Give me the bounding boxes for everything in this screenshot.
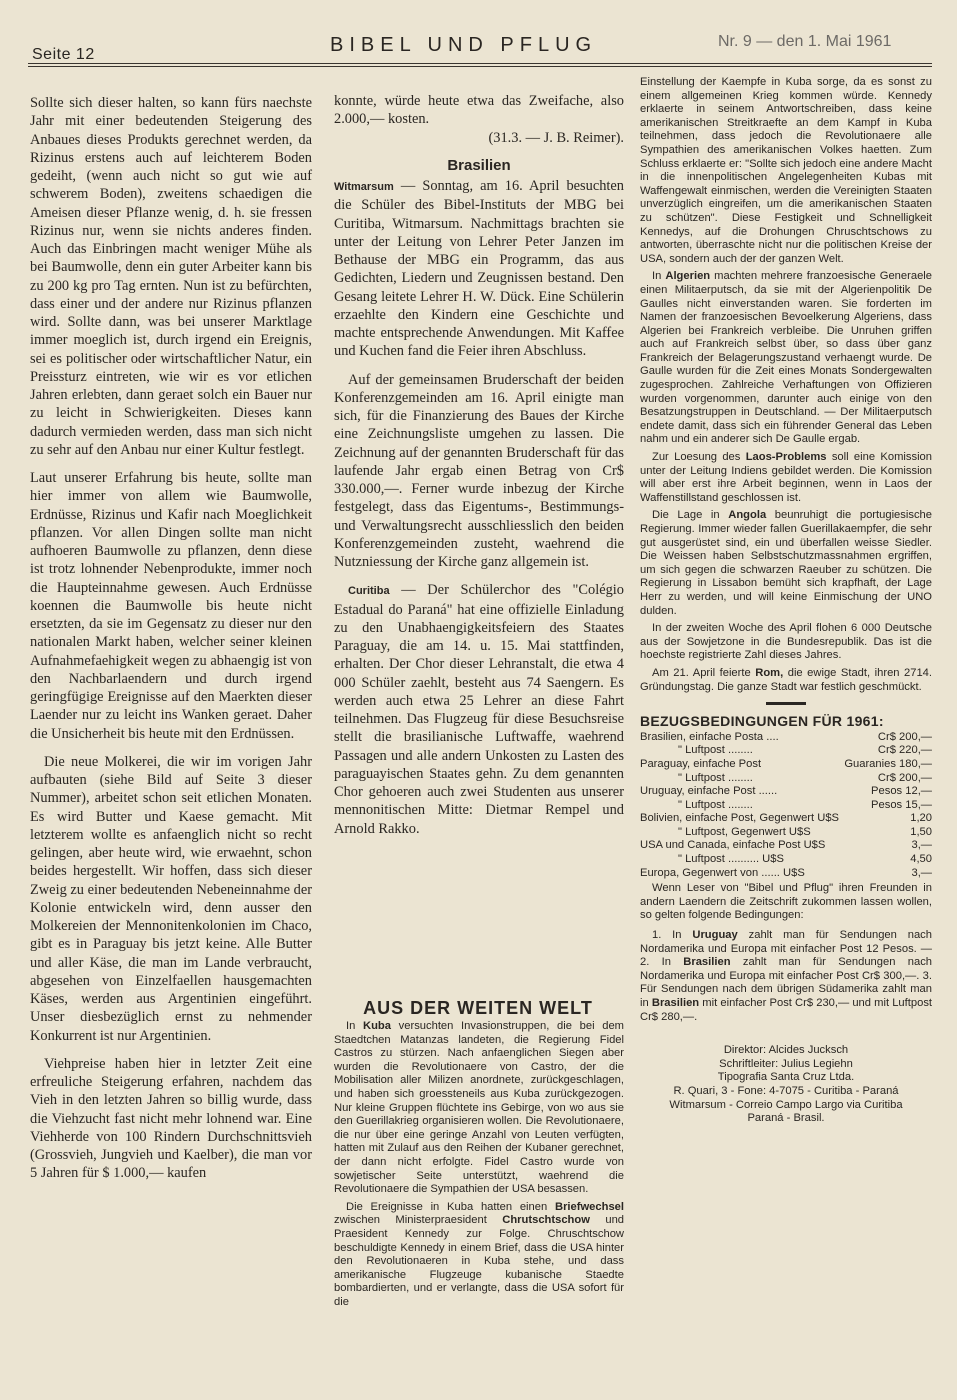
paragraph-kuba: In Kuba versuchten Invasionstruppen, die bei dem Staedtchen Matanzas landeten, die Regierung Fidel Castros zu stürzen. Nach anfaenglichen Siegen aber wurden die Revolutionaere von Castro, der die Mobilisation aller Milizen anordnete, zurückgeschlagen, und haben sich groessteneils aus Kuba zurückgezogen. Nur kleine Gruppen flüchtete ins Gebirge, von wo aus sie den Guerillakrieg organisieren wollen. Die Revolutionaere, die nur über eine geringe Anzahl von Leuten verfügten, hatten mit Zulauf aus den Reihen der Kubaner gerechnet, der dann nicht erfolgte. Fidel Castro wurde von sowjetischer Seite unterstützt, waehrend die Revolutionaere die Sympathien der USA besassen. — [334, 1020, 624, 1196]
place-witmarsum: Witmarsum — [334, 181, 394, 193]
price-row — [640, 839, 932, 853]
price-row-label: Paraguay, einfache Post — [640, 757, 762, 770]
author-signature: (31.3. — J. B. Reimer). — [488, 129, 624, 146]
price-row-label: " Luftpost ........ — [678, 744, 753, 757]
price-row — [640, 799, 932, 813]
paragraph-bruderschaft: Auf der gemeinsamen Bruderschaft der beiden Konferenzgemeinden am 16. April einigte man sich, für die Finanzierung des Baues der Kirche eine Zeichnungsliste umgehen zu lassen. Die Zeichnung auf der genannten Bruderschaft für das laufende Jahr ergab einen Betrag von Cr$ 330.000,—. Ferner wurde inbezug der Kirche festgelegt, dass das Eigentums-, Bestimmungs- und Verwaltungsrecht ausschliesslich den beiden Konferenzgemeinden zusteht, waehrend die Nutzniessung der Kirche ganz allgemein ist. — [334, 371, 624, 570]
keyword-rom: Rom, — [755, 666, 784, 679]
price-row-label: " Luftpost, Gegenwert U$S — [678, 825, 811, 838]
price-row-label: Bolivien, einfache Post, Gegenwert U$S — [640, 812, 839, 825]
paragraph-rom: Am 21. April feierte Rom, die ewige Stadt, ihren 2714. Gründungstag. Die ganze Stadt war festlich geschmückt. — [640, 666, 933, 693]
price-row — [640, 772, 932, 786]
price-row — [640, 826, 932, 840]
price-row-label: " Luftpost .......... U$S — [678, 853, 784, 866]
price-row-label: USA und Canada, einfache Post U$S — [640, 839, 826, 852]
paragraph-fluechtlinge: In der zweiten Woche des April flohen 6 000 Deutsche aus der Sowjetzone in die Bundesrepublik. Das ist die hoechste registrierte Zahl dieses Jahres. — [640, 622, 932, 662]
price-row-price: Pesos 12,— — [871, 785, 932, 798]
section-title-brasilien: Brasilien — [447, 156, 511, 174]
paragraph-kuba-continued: Einstellung der Kaempfe in Kuba sorge, da es sonst zu einem allgemeinen Krieg kommen würde. Kennedy erklaerte in seinem Antwortschreiben, dass keine amerikanischen Streitkraefte an dem Kampf in Kuba teilnehmen, dass jedoch die Revolutionaere alle Sympathien des amerikanischen Volkes haetten. Zum Schluss erklaerte er: "Sollte sich jedoch eine andere Macht in die innenpolitischen Angelegenheiten Kubas mit Waffengewalt einmischen, werden die Vereinigten Staaten unverzüglich eingreifen, um die amerikanischen Staaten zu schützen". Diese Festigkeit und Schnelligkeit Kennedys, auf die Drohungen Chruschtschows zu antworten, überraschte nicht nur die politischen Kreise der USA, sondern auch der der ganzen Welt. — [640, 76, 932, 265]
header-rule-2 — [28, 66, 932, 67]
keyword-chrutschtschow: Chrutschtschow — [502, 1214, 590, 1227]
imprint-post: Witmarsum - Correio Campo Largo via Curitiba — [669, 1098, 903, 1111]
imprint-director: Direktor: Alcides Jucksch — [723, 1044, 849, 1057]
price-row-label: Brasilien, einfache Posta .... — [640, 730, 779, 743]
price-row-label: " Luftpost ........ — [678, 798, 753, 811]
subscription-note: Wenn Leser von "Bibel und Pflug" ihren Freunden in andern Laendern die Zeitschrift zukommen lassen wollen, so gelten folgende Bedingungen: — [640, 882, 932, 922]
keyword-uruguay: Uruguay — [692, 929, 738, 942]
subscription-price-list — [640, 731, 932, 881]
price-row-price: 1,50 — [910, 825, 932, 838]
price-row — [640, 812, 932, 826]
price-row-price: 1,20 — [910, 812, 932, 825]
price-row — [640, 853, 932, 867]
price-row — [640, 731, 932, 745]
header-rule — [28, 63, 932, 64]
price-row-price: Cr$ 200,— — [877, 771, 932, 784]
section-title-weite-welt: AUS DER WEITEN WELT — [363, 998, 593, 1018]
price-row-price: 3,— — [911, 839, 932, 852]
page-number: Seite 12 — [32, 46, 95, 63]
keyword-briefwechsel: Briefwechsel — [554, 1200, 625, 1213]
paragraph-rizinus: Sollte sich dieser halten, so kann fürs naechste Jahr mit einer bedeutenden Steigerung des Anbaues dieses Produkts gerechnet werden, da Rizinus erstens auch auf leichterem Boden gedeiht, (wenn auch nicht so gut wie auf schwerem Boden), zweitens schaedigen die Ameisen dieser Pflanze wenig, d. h. sie fressen Rizinus nur, wenn sie nichts anderes finden. Auch das Einbringen macht weniger Mühe als bei Baumwolle, denn ein guter Arbeiter kann bis zu 200 kg pro Tag ernten. Nun ist zu befürchten, dass einer und der andere nur Rizinus pflanzen wird. Sollte dann, was bei unserer Marktlage immer moeglich ist, durch irgend ein Ereignis, sei es politischer oder wirtschaftlicher Natur, ein Preissturz eintreten, wie wir es vor etlichen Jahren erlebten, dann geraet solch ein Bauer nur zu leicht in Schwierigkeiten. Dieses kann dadurch vermieden werden, dass man sich nicht zu sehr auf den Anbau nur einer Kultur festlegt. — [30, 95, 312, 458]
column-2 — [334, 92, 624, 848]
section-divider — [766, 702, 806, 705]
price-row-price: Cr$ 200,— — [877, 730, 932, 743]
paragraph-witmarsum — [334, 177, 624, 361]
price-row — [640, 758, 932, 772]
price-row-price: 3,— — [911, 866, 932, 879]
price-row — [640, 744, 932, 758]
imprint — [640, 1044, 932, 1126]
paragraph-laos: Zur Loesung des Laos-Problems soll eine Komission unter der Leitung Indiens gebildet werden. Die Komission will aber erst ihre Arbeit beginnen, wenn in Laos der Waffenstillstand geschlossen ist. — [640, 451, 932, 504]
newspaper-title: BIBEL UND PFLUG — [330, 34, 598, 56]
place-curitiba: Curitiba — [348, 585, 390, 598]
paragraph-viehpreise: Viehpreise haben hier in letzter Zeit eine erfreuliche Steigerung erfahren, nachdem das Vieh in den letzten Jahren so billig wurde, dass die Viehzucht fast nicht mehr lohnend war. Eine Viehherde von 100 Rindern Durchschnittsvieh (Grossvieh, Jungvieh und Kaelber), die man vor 5 Jahren für $ 1.000,— kaufen — [30, 1055, 312, 1182]
keyword-laos: Laos-Problems — [745, 451, 827, 464]
price-row-label: Uruguay, einfache Post ...... — [640, 785, 778, 798]
paragraph-continued: konnte, würde heute etwa das Zweifache, also 2.000,— kosten. — [334, 93, 624, 128]
paragraph-curitiba — [334, 581, 624, 838]
witmarsum-text: — Sonntag, am 16. April besuchten die Schüler des Bibel-Instituts der MBG bei Curitiba, Witmarsum. Nachmittags brachten sie unter der Leitung von Lehrer Peter Janzen im Bethause der MBG ein Programm, das aus Gedichten, Liedern und Zeugnissen bestand. Den Gesang leitete Lehrer H. W. Dück. Eine Schülerin erzaehlte den Kindern eine Geschichte und machte entsprechende Anwendungen. Mit Kaffee und Kuchen fand die Feier ihren Abschluss. — [334, 178, 624, 360]
column-1 — [30, 94, 312, 1193]
price-row-price: Guaranies 180,— — [844, 757, 932, 770]
subscription-conditions: 1. In Uruguay zahlt man für Sendungen nach Nordamerika und Europa mit einfacher Post 12 Pesos. — 2. In Brasilien zahlt man für Sendungen nach Nordamerika und Europa mit einfacher Post Cr$ 300,—. 3. Für Sendungen nach dem übrigen Südamerika zahlt man in Brasilien mit einfacher Post Cr$ 230,— und mit Luftpost Cr$ 280,—. — [640, 929, 933, 1023]
paragraph-algerien: In Algerien machten mehrere franzoesische Generaele einen Militaerputsch, da sie mit der Algerienpolitik De Gaulles nicht einverstanden waren. Sie forderten im Namen der franzoesischen Bevoelkerung Algeriens, dass Algerien bei Frankreich verbleibe. Die Unruhen griffen auch auf Frankreich selbst über, so dass über ganz Frankreich der Belagerungszustand verhaengt wurde. De Gaulle wurden für die Zeit eines Monats Sondergewalten zugesprochen. Zahlreiche Verhaftungen von Offizieren wurden vorgenommen, darunter auch einige von den Besatzungstruppen in Deutschland. — Der Militaerputsch endete damit, dass sich ein führender General das Leben nahm und ein anderer sich De Gaulle ergab. — [640, 270, 933, 446]
keyword-kuba: Kuba — [363, 1020, 391, 1032]
price-row — [640, 785, 932, 799]
price-row — [640, 867, 932, 881]
price-row-price: 4,50 — [910, 853, 932, 866]
subscription-title: BEZUGSBEDINGUNGEN FÜR 1961: — [640, 713, 884, 730]
imprint-editor: Schriftleiter: Julius Legiehn — [719, 1057, 853, 1070]
column-3 — [640, 76, 932, 1126]
paragraph-molkerei: Die neue Molkerei, die wir im vorigen Jahr aufbauten (siehe Bild auf Seite 3 dieser Nummer), arbeitet schon seit etlichen Monaten. Es wird Butter und Kaese gemacht. Mit letzterem wollte es anfaenglich nicht so recht gelingen, aber heute wird, wie erwaehnt, schon beides hergestellt. Wir hoffen, dass sich dieser Zweig zu einer bedeutenden Nebeneinnahme der Kolonie entwickeln wird, denn ausser den Molkereien der Mennonitenkolonien im Chaco, gibt es in Paraguay bis jetzt keine. Alle Butter und aller Käse, die man im Lande verbraucht, abgesehen von Einzelfaellen hausgemachten Käses, werden aus Argentinien eingeführt. Unser diesbezüglich ernst zu nehmender Konkurrent ist nur Argentinien. — [30, 753, 312, 1044]
keyword-brasilien: Brasilien — [683, 956, 731, 969]
keyword-algerien: Algerien — [665, 270, 711, 283]
paragraph-erfahrung: Laut unserer Erfahrung bis heute, sollte man hier immer von allem wie Baumwolle, Erdnüsse, Rizinus und Kafir nach Moeglichkeit pflanzen. Vor allen Dingen sollte man nicht aufhoeren Baumwolle zu pflanzen, denn diese ist trotz lohnender Nebenprodukte, immer noch die Haupteinnahme gewesen. Auch Erdnüsse koennen die Baumwolle bis heute nicht ersetzten, da sie im Gegensatz zu dieser nur den nationalen Markt haben, welcher seiner kleinen Aufnahmefaehigkeit wegen zu abhaengig ist von den Nachbarlaendern und durch irgend geringfügige Ereignisse auf den Maerkten dieser Laender nur zu leicht ins Wanken geraet. Daher die Unsicherheit bis heute mit den Erdnüssen. — [30, 470, 312, 742]
issue-date: Nr. 9 — den 1. Mai 1961 — [718, 33, 892, 50]
price-row-label: Europa, Gegenwert von ...... U$S — [640, 866, 805, 879]
keyword-brasilien-2: Brasilien — [651, 997, 700, 1009]
imprint-printer: Tipografia Santa Cruz Ltda. — [717, 1071, 855, 1084]
price-row-label: " Luftpost ........ — [678, 771, 753, 784]
price-row-price: Pesos 15,— — [871, 798, 932, 811]
price-row-price: Cr$ 220,— — [877, 744, 932, 757]
paragraph-briefwechsel: Die Ereignisse in Kuba hatten einen Briefwechsel zwischen Ministerpraesident Chrutschtschow und Praesident Kennedy zur Folge. Chruschtschow beschuldigte Kennedy in einem Brief, dass die USA hinter den Revolutionaeren in Kuba stehe, und dass amerikanische Flugzeuge kubanische Staedte bombardierten, und er verlangte, dass die USA sofort für die — [334, 1200, 625, 1308]
column-2-world — [334, 1020, 624, 1313]
paragraph-angola: Die Lage in Angola beunruhigt die portugiesische Regierung. Immer wieder fallen Guerillakaempfer, die sehr gut ausgerüstet sind, ein und überfallen weisse Siedler. Die Weissen haben Selbstschutzmassnahmen ergriffen, um sich gegen die schwarzen Raeuber zu schützen. Die Regierung in Lissabon bemüht sich krapfhaft, der Lage Herr zu werden, und will keine Einmischung der UNO dulden. — [640, 509, 932, 617]
curitiba-text: — Der Schülerchor des "Colégio Estadual do Paraná" hat eine offizielle Einladung zu den Unabhaengigkeitsfeiern des Staates Paraguay, die am 14. u. 15. Mai stattfinden, erhalten. Der Chor dieser Lehranstalt, die etwa 4 000 Schüler zaehlt, besteht aus 74 Saengern. Es werden auch etwa 25 Lehrer an diese Fahrt teilnehmen. Das Flugzeug für diese Besuchsreise stellt die brasilianische Luftwaffe, waehrend Passagen und alle andern Unkosten zu Lasten des paraguayischen Staates gehn. Zu dem genannten Chor gehoeren auch zwei Studenten aus unserer mennonitischen Mitte: Dietmar Rempel und Arnold Rakko. — [334, 582, 624, 837]
imprint-address: R. Quari, 3 - Fone: 4-7075 - Curitiba - Paraná — [673, 1084, 899, 1097]
keyword-angola: Angola — [728, 509, 767, 522]
imprint-country: Paraná - Brasil. — [747, 1112, 825, 1125]
